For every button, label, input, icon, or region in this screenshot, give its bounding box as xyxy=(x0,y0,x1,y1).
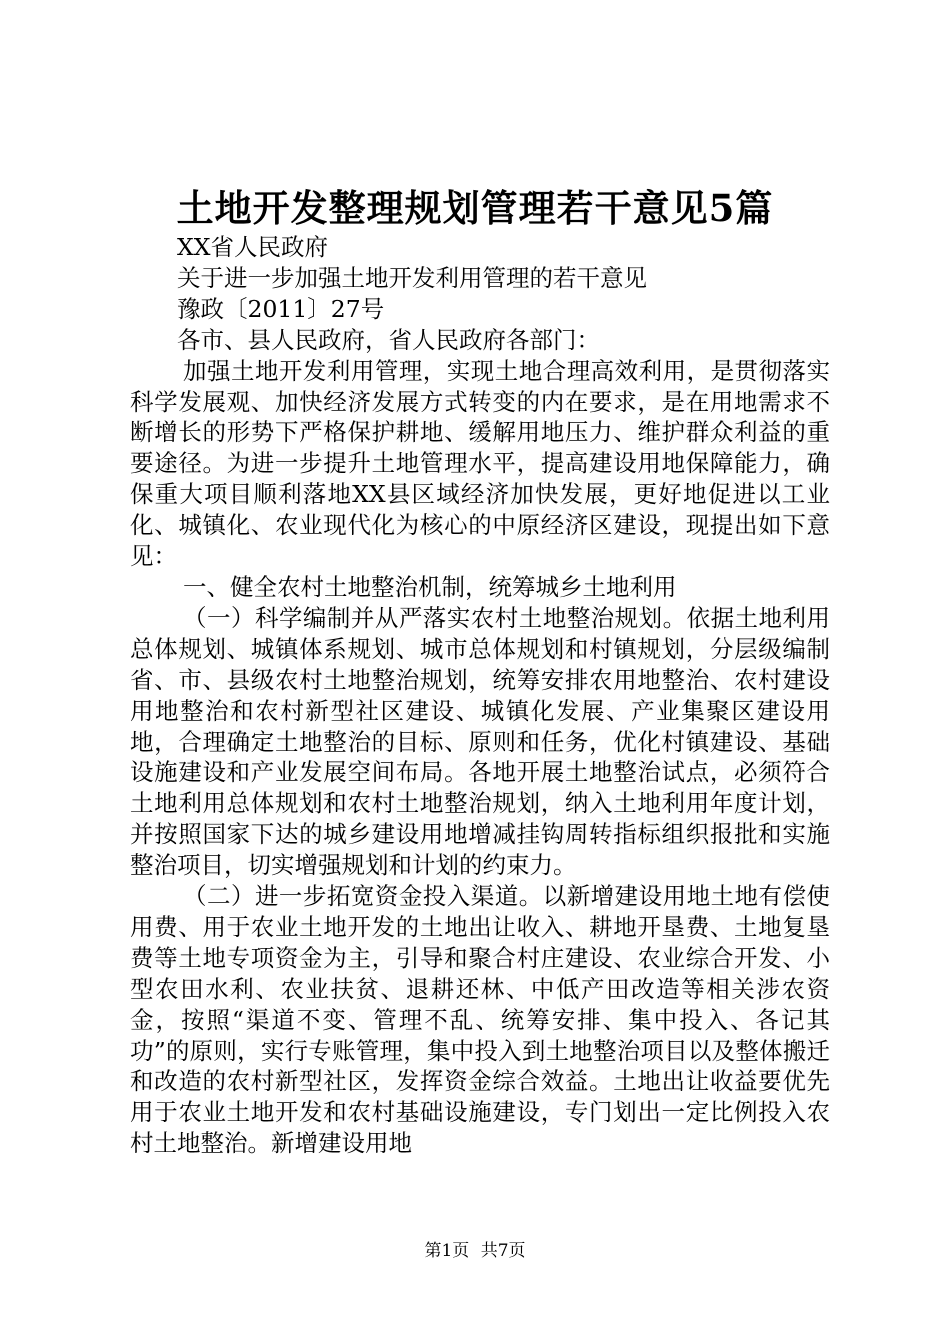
document-body xyxy=(130,232,830,1159)
paragraph-item-1: （一）科学编制并从严落实农村土地整治规划。依据土地利用总体规划、城镇体系规划、城市总体规划和村镇规划，分层级编制省、市、县级农村土地整治规划，统筹安排农用地整治、农村建设用地整治和农村新型社区建设、城镇化发展、产业集聚区建设用地，合理确定土地整治的目标、原则和任务，优化村镇建设、基础设施建设和产业发展空间布局。各地开展土地整治试点，必须符合土地利用总体规划和农村土地整治规划，纳入土地利用年度计划，并按照国家下达的城乡建设用地增减挂钩周转指标组织报批和实施整治项目，切实增强规划和计划的约束力。 xyxy=(130,603,830,880)
page-number: 第1页 xyxy=(424,1241,470,1261)
paragraph-intro: 加强土地开发利用管理，实现土地合理高效利用，是贯彻落实科学发展观、加快经济发展方式转变的内在要求，是在用地需求不断增长的形势下严格保护耕地、缓解用地压力、维护群众利益的重要途径。为进一步提升土地管理水平，提高建设用地保障能力，确保重大项目顺利落地XX县区域经济加快发展，更好地促进以工业化、城镇化、农业现代化为核心的中原经济区建设，现提出如下意见： xyxy=(130,356,830,571)
issuer-line: XX省人民政府 xyxy=(177,233,328,261)
salutation: 各市、县人民政府，省人民政府各部门： xyxy=(177,325,600,354)
document-subject: 关于进一步加强土地开发利用管理的若干意见 xyxy=(177,263,647,292)
document-title: 土地开发整理规划管理若干意见5篇 xyxy=(176,186,774,230)
page-total: 共7页 xyxy=(480,1241,526,1261)
section-heading-1: 一、健全农村土地整治机制，统筹城乡土地利用 xyxy=(183,572,677,601)
page-footer xyxy=(0,1239,950,1263)
document-number: 豫政〔2011〕27号 xyxy=(177,294,385,323)
paragraph-item-2: （二）进一步拓宽资金投入渠道。以新增建设用地土地有偿使用费、用于农业土地开发的土地出让收入、耕地开垦费、土地复垦费等土地专项资金为主，引导和聚合村庄建设、农业综合开发、小型农田水利、农业扶贫、退耕还林、中低产田改造等相关涉农资金，按照“渠道不变、管理不乱、统筹安排、集中投入、各记其功”的原则，实行专账管理，集中投入到土地整治项目以及整体搬迁和改造的农村新型社区，发挥资金综合效益。土地出让收益要优先用于农业土地开发和农村基础设施建设，专门划出一定比例投入农村土地整治。新增建设用地 xyxy=(130,882,830,1158)
